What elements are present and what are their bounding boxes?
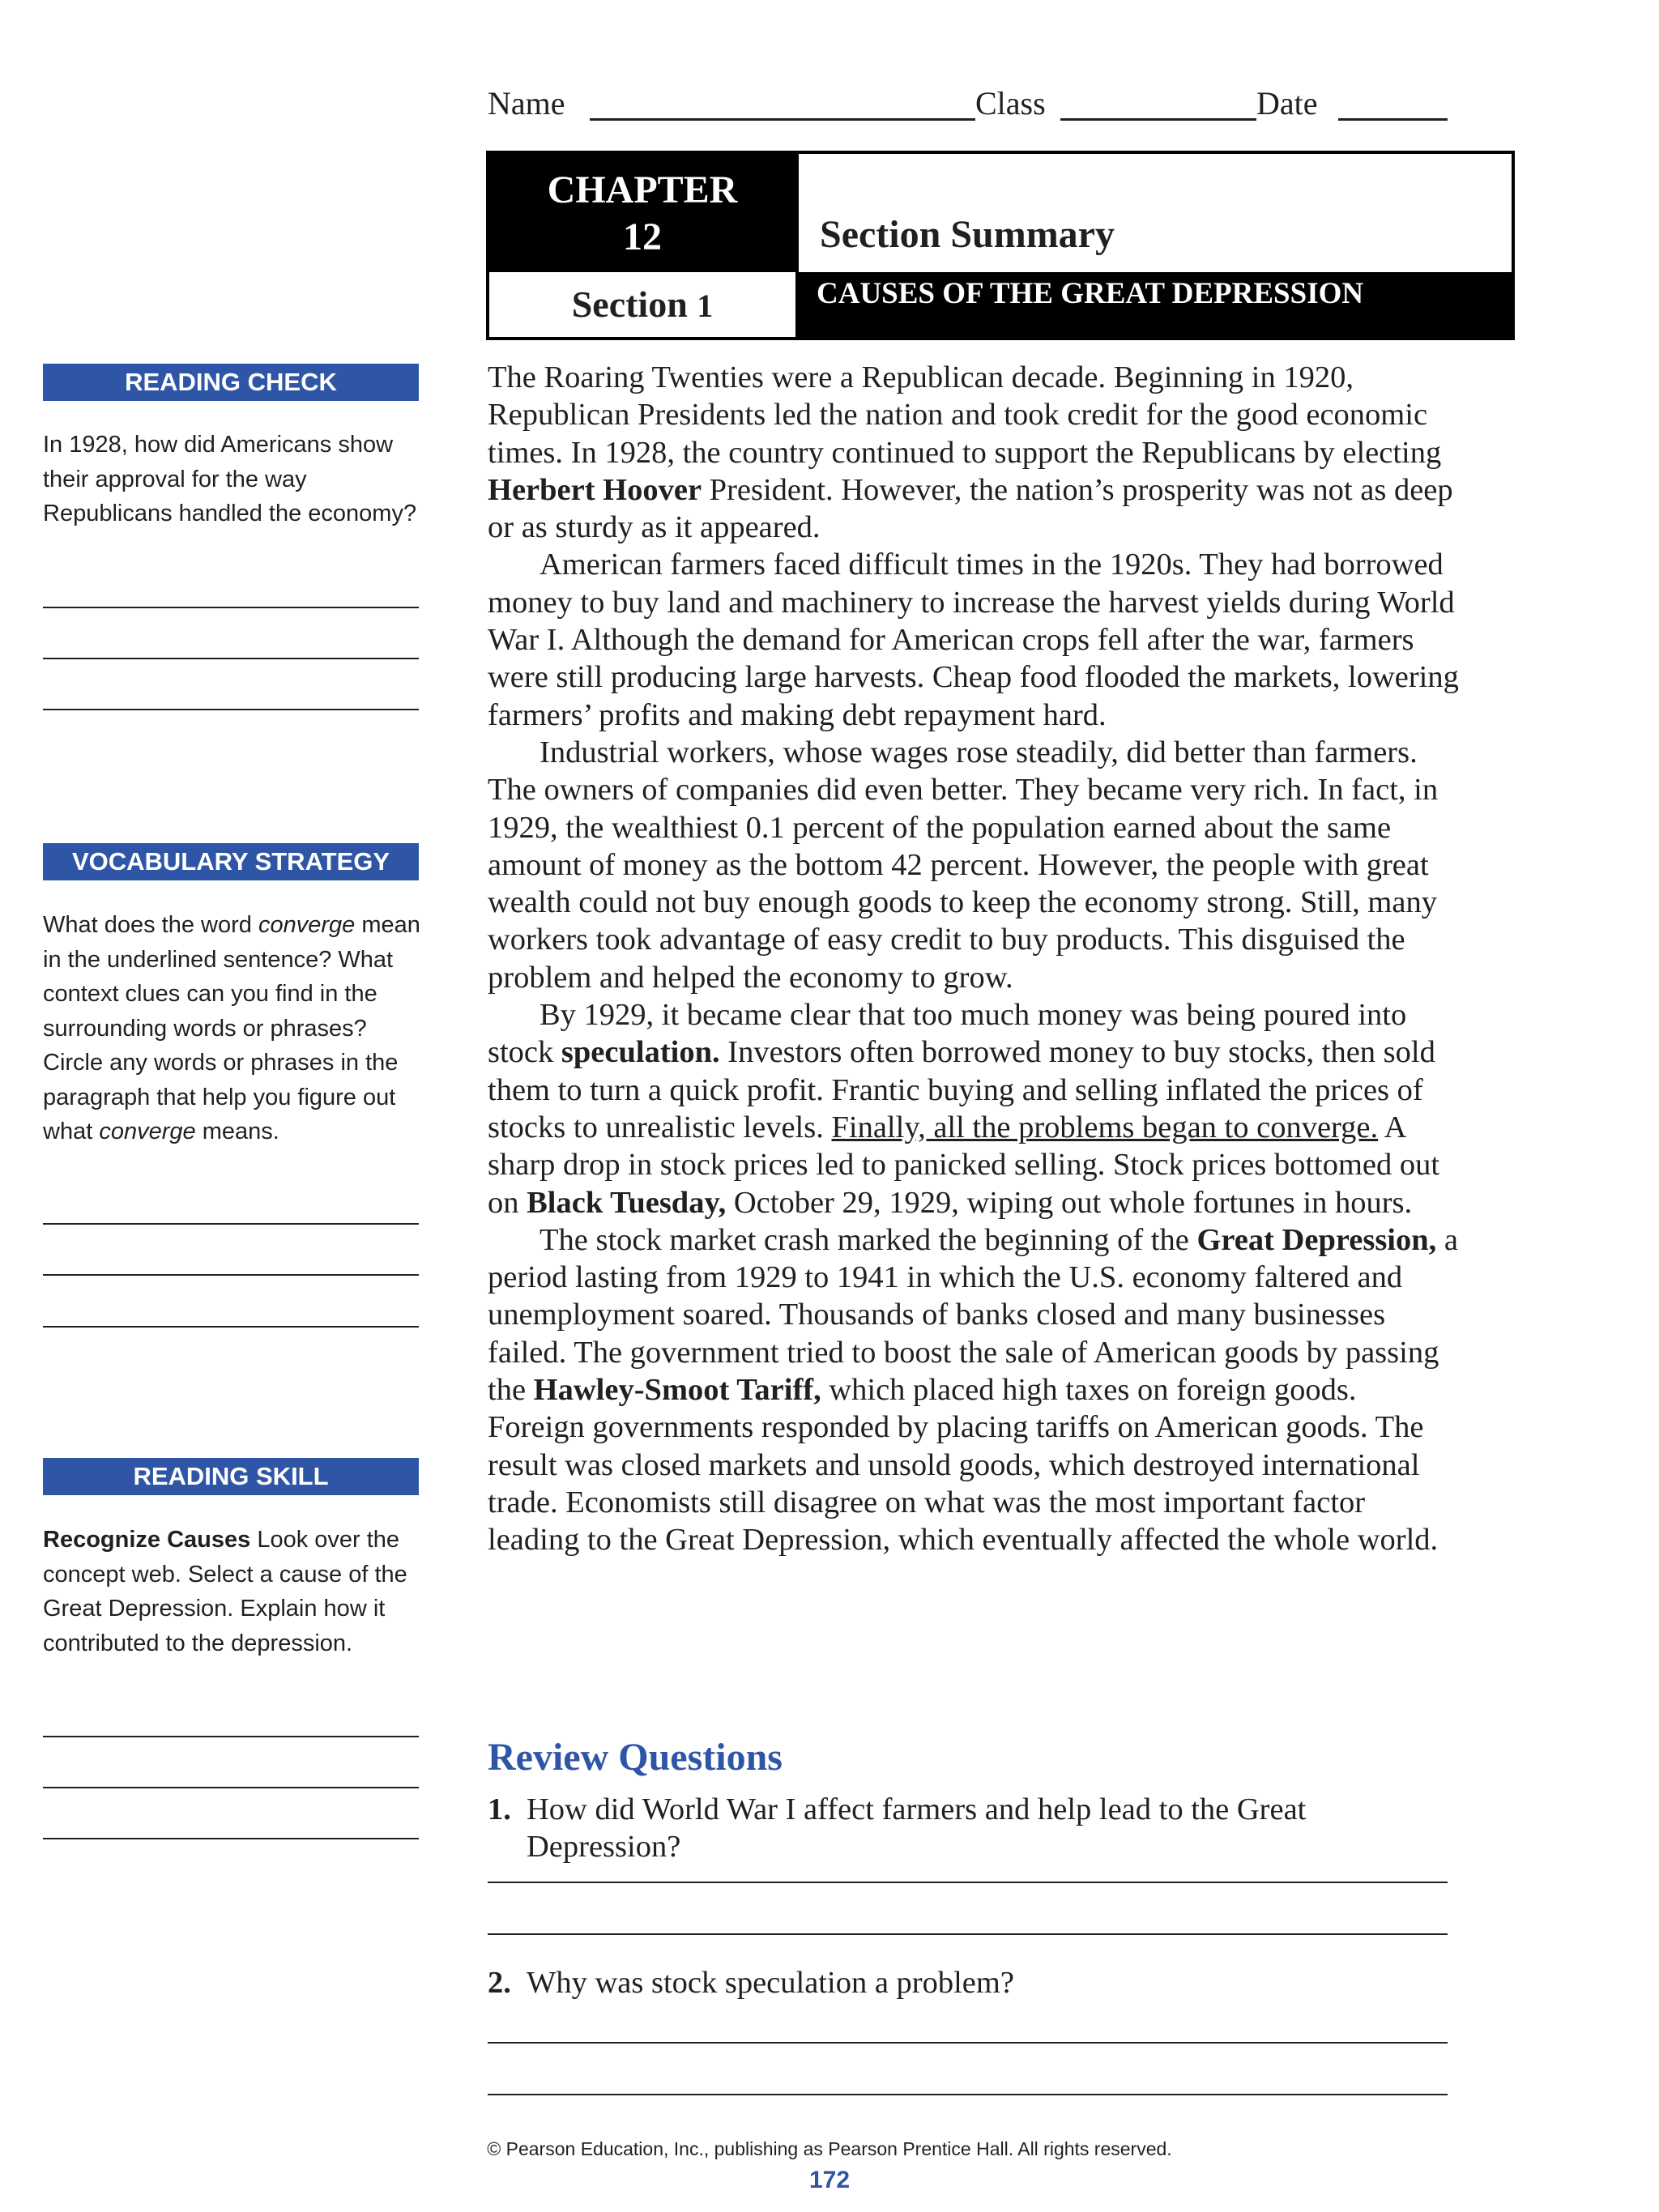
vocab-text-part: mean in the underlined sentence? What context clues can you find in the surrounding words or phrases? Circle any words or phrases in the paragraph that help you figure out what xyxy=(43,912,420,1144)
paragraph: American farmers faced difficult times in the 1920s. They had borrowed money to buy land and machinery to increase the harvest yields during World War I. Although the demand for American crops fell after the war, farmers were still producing large harvests. Cheap food flooded the markets, lowering farmers’ profits and making debt repayment hard. xyxy=(488,548,1459,732)
class-field[interactable] xyxy=(1060,118,1256,121)
key-term: Great Depression, xyxy=(1196,1222,1437,1257)
reading-skill-answer-line[interactable] xyxy=(43,1736,419,1737)
answer-line[interactable] xyxy=(488,1933,1448,1935)
summary-title: Section Summary xyxy=(820,213,1115,256)
name-field[interactable] xyxy=(590,118,975,121)
chapter-number: 12 xyxy=(623,215,662,258)
question-text: Why was stock speculation a problem? xyxy=(527,1966,1014,2000)
vocabulary-strategy-heading: VOCABULARY STRATEGY xyxy=(43,843,419,880)
key-term: Black Tuesday, xyxy=(527,1185,727,1220)
reading-check-answer-line[interactable] xyxy=(43,607,419,608)
review-questions-title: Review Questions xyxy=(488,1736,783,1779)
question-number: 2. xyxy=(488,1966,511,2000)
vocabulary-answer-line[interactable] xyxy=(43,1326,419,1328)
summary-cell xyxy=(795,154,1512,272)
vocabulary-strategy-text xyxy=(43,908,424,1149)
reading-check-answer-line[interactable] xyxy=(43,658,419,659)
section-cell xyxy=(489,272,795,337)
paragraph xyxy=(488,1221,1460,1559)
text-run: October 29, 1929, wiping out whole fortunes in hours. xyxy=(726,1185,1413,1220)
paragraph xyxy=(488,359,1460,546)
question-text: How did World War I affect farmers and help lead to the Great Depression? xyxy=(527,1792,1307,1865)
text-run: which placed high taxes on foreign goods. Foreign governments responded by placing tariffs on American goods. The result was closed markets and unsold goods, which destroyed international trade. Economists still disagree on what was the most important factor leading to the Great Depression, which eventually affected the whole world. xyxy=(488,1373,1439,1558)
reading-check-text: In 1928, how did Americans show their approval for the way Republicans handled the economy? xyxy=(43,432,417,526)
review-question-2 xyxy=(488,1964,1448,2005)
answer-line[interactable] xyxy=(488,2042,1448,2044)
reading-check-answer-line[interactable] xyxy=(43,709,419,710)
key-term: Hawley-Smoot Tariff, xyxy=(533,1373,821,1408)
vocab-text-part: What does the word xyxy=(43,912,258,938)
reading-skill-label: Recognize Causes xyxy=(43,1527,251,1553)
section-summary-body xyxy=(488,359,1460,1559)
question-number: 1. xyxy=(488,1792,511,1826)
reading-skill-heading: READING SKILL xyxy=(43,1458,419,1495)
text-run: President. However, the nation’s prosperity was not as deep or as sturdy as it appeared. xyxy=(488,472,1453,545)
vocabulary-answer-line[interactable] xyxy=(43,1223,419,1225)
underlined-sentence: Finally, all the problems began to converge. xyxy=(831,1110,1379,1144)
key-term: speculation. xyxy=(561,1035,720,1070)
date-label: Date xyxy=(1256,85,1318,121)
reading-check-heading: READING CHECK xyxy=(43,364,419,401)
section-title: CAUSES OF THE GREAT DEPRESSION xyxy=(795,272,1512,337)
reading-skill-text xyxy=(43,1523,424,1660)
class-label: Class xyxy=(975,85,1046,121)
vocab-text-part: means. xyxy=(195,1119,279,1144)
name-class-date-row xyxy=(488,81,1448,130)
copyright-footer: © Pearson Education, Inc., publishing as Pearson Prentice Hall. All rights reserved. xyxy=(487,2138,1172,2159)
text-run: a period lasting from 1929 to 1941 in which the U.S. economy faltered and unemployment soared. Thousands of banks closed and many businesses failed. The government tried to boost the sale of American goods by passing the xyxy=(488,1222,1459,1408)
reading-skill-answer-line[interactable] xyxy=(43,1787,419,1788)
section-label: Section xyxy=(571,283,688,325)
text-run: A sharp drop in stock prices led to panicked selling. Stock prices bottomed out on xyxy=(488,1110,1440,1220)
vocabulary-answer-line[interactable] xyxy=(43,1274,419,1276)
vocab-word: converge xyxy=(99,1119,196,1144)
date-field[interactable] xyxy=(1338,118,1448,121)
name-label: Name xyxy=(488,85,565,121)
paragraph xyxy=(488,996,1460,1221)
answer-line[interactable] xyxy=(488,2094,1448,2095)
chapter-label: CHAPTER xyxy=(547,168,738,211)
text-run: The Roaring Twenties were a Republican decade. Beginning in 1920, Republican Presidents led the nation and took credit for the good economic times. In 1928, the country continued to support the Republicans by electing xyxy=(488,360,1442,470)
chapter-header-box xyxy=(486,151,1515,340)
reading-skill-prompt: Look over the concept web. Select a cause of the Great Depression. Explain how it contributed to the depression. xyxy=(43,1527,407,1656)
section-number: 1 xyxy=(697,288,714,324)
text-run: By 1929, it became clear that too much money was being poured into stock xyxy=(488,998,1407,1070)
vocab-word: converge xyxy=(258,912,356,938)
paragraph: Industrial workers, whose wages rose steadily, did better than farmers. The owners of companies did even better. They became very rich. In fact, in 1929, the wealthiest 0.1 percent of the population earned about the same amount of money as the bottom 42 percent. However, the people with great wealth could not buy enough goods to keep the economy strong. Still, many workers took advantage of easy credit to buy products. This disguised the problem and helped the economy to grow. xyxy=(488,735,1439,995)
key-term: Herbert Hoover xyxy=(488,472,702,507)
chapter-cell xyxy=(489,154,795,272)
text-run: The stock market crash marked the beginning of the xyxy=(539,1222,1197,1257)
page-number: 172 xyxy=(808,2167,851,2193)
review-question-1 xyxy=(488,1791,1448,1868)
answer-line[interactable] xyxy=(488,1882,1448,1883)
reading-skill-answer-line[interactable] xyxy=(43,1838,419,1839)
text-run: Investors often borrowed money to buy stocks, then sold them to turn a quick profit. Frantic buying and selling inflated the prices of stocks to unrealistic levels. xyxy=(488,1035,1435,1144)
